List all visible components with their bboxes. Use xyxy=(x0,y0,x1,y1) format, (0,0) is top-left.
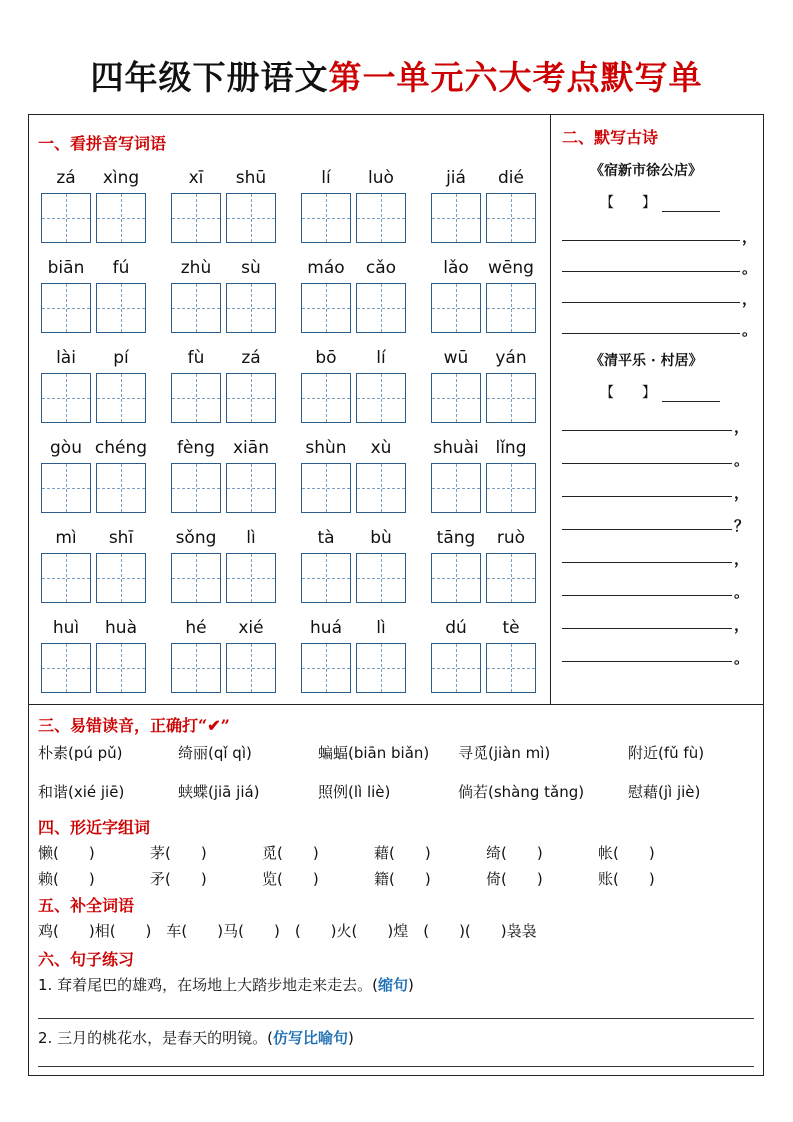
writing-box[interactable] xyxy=(171,373,221,423)
writing-box[interactable] xyxy=(301,463,351,513)
poem-punctuation: ？ xyxy=(734,517,750,535)
pinyin-label: lài xyxy=(56,348,76,368)
writing-box[interactable] xyxy=(486,553,536,603)
pinyin-label: tè xyxy=(502,618,520,638)
similar-char-item[interactable]: 览( ) xyxy=(262,870,319,888)
pinyin-label: lì xyxy=(376,618,386,638)
poem-punctuation: 。 xyxy=(734,451,750,469)
poem-answer-line[interactable] xyxy=(562,430,732,431)
sentence-2-close: ) xyxy=(347,1029,354,1047)
poem-punctuation: ， xyxy=(734,418,750,436)
writing-box[interactable] xyxy=(96,463,146,513)
similar-char-item[interactable]: 倚( ) xyxy=(486,870,543,888)
writing-box[interactable] xyxy=(41,553,91,603)
writing-box[interactable] xyxy=(356,643,406,693)
section-divider xyxy=(28,704,764,705)
reading-item[interactable]: 附近(fǔ fù) xyxy=(628,744,705,762)
pinyin-label: shuài xyxy=(433,438,479,458)
poem-answer-line[interactable] xyxy=(562,271,740,272)
poem-punctuation: 。 xyxy=(734,649,750,667)
poem-answer-line[interactable] xyxy=(562,595,732,596)
answer-line-2[interactable] xyxy=(38,1066,754,1067)
pinyin-label: fèng xyxy=(176,438,215,458)
section-4-heading: 四、形近字组词 xyxy=(38,818,151,837)
pinyin-label: zhù xyxy=(180,258,212,278)
writing-box[interactable] xyxy=(356,283,406,333)
pinyin-label: tà xyxy=(317,528,335,548)
writing-box[interactable] xyxy=(41,463,91,513)
poem-title: 《清平乐 · 村居》 xyxy=(590,353,703,369)
poem-punctuation: ， xyxy=(734,550,750,568)
pinyin-label: shùn xyxy=(305,438,347,458)
pinyin-label: zá xyxy=(56,168,76,188)
poem-punctuation: ， xyxy=(742,228,758,246)
check-mark-icon: ✔ xyxy=(207,716,221,735)
writing-box[interactable] xyxy=(356,373,406,423)
similar-char-item[interactable]: 懒( ) xyxy=(38,844,95,862)
writing-box[interactable] xyxy=(486,643,536,693)
reading-item[interactable]: 绮丽(qǐ qì) xyxy=(178,744,252,762)
pinyin-label: xié xyxy=(238,618,264,638)
pinyin-label: mì xyxy=(55,528,77,548)
writing-box[interactable] xyxy=(41,283,91,333)
section-3-heading xyxy=(38,713,230,736)
sentence-1-hint: 缩句 xyxy=(377,976,408,994)
reading-item[interactable]: 蝙蝠(biān biǎn) xyxy=(318,744,430,762)
poem-answer-line[interactable] xyxy=(562,302,740,303)
writing-box[interactable] xyxy=(171,283,221,333)
pinyin-label: xī xyxy=(188,168,204,188)
pinyin-label: zá xyxy=(241,348,261,368)
poem-answer-line[interactable] xyxy=(562,496,732,497)
similar-char-item[interactable]: 藉( ) xyxy=(374,844,431,862)
writing-box[interactable] xyxy=(226,373,276,423)
reading-item[interactable]: 和谐(xié jiē) xyxy=(38,783,125,801)
writing-box[interactable] xyxy=(226,643,276,693)
reading-item[interactable]: 倘若(shàng tǎng) xyxy=(458,783,585,801)
section-2-heading: 二、默写古诗 xyxy=(562,128,659,147)
pinyin-label: jiá xyxy=(446,168,466,188)
writing-box[interactable] xyxy=(226,463,276,513)
poem-answer-line[interactable] xyxy=(562,240,740,241)
answer-line-1[interactable] xyxy=(38,1018,754,1019)
writing-box[interactable] xyxy=(96,193,146,243)
pinyin-label: dú xyxy=(445,618,467,638)
pinyin-label: lì xyxy=(246,528,256,548)
writing-box[interactable] xyxy=(171,463,221,513)
pinyin-label: pí xyxy=(113,348,129,368)
similar-char-item[interactable]: 觅( ) xyxy=(262,844,319,862)
writing-box[interactable] xyxy=(356,193,406,243)
poem-punctuation: ， xyxy=(742,290,758,308)
poem-answer-line[interactable] xyxy=(562,628,732,629)
writing-box[interactable] xyxy=(431,283,481,333)
writing-box[interactable] xyxy=(226,553,276,603)
pinyin-label: lǎo xyxy=(443,258,469,278)
writing-box[interactable] xyxy=(431,643,481,693)
pinyin-label: biān xyxy=(47,258,85,278)
writing-box[interactable] xyxy=(96,643,146,693)
section-5-heading: 五、补全词语 xyxy=(38,896,135,915)
sentence-1-close: ) xyxy=(407,976,414,994)
writing-box[interactable] xyxy=(171,553,221,603)
writing-box[interactable] xyxy=(96,553,146,603)
writing-box[interactable] xyxy=(96,373,146,423)
writing-box[interactable] xyxy=(171,193,221,243)
poem-author-field[interactable] xyxy=(600,382,720,402)
author-underline xyxy=(662,387,720,402)
poem-punctuation: 。 xyxy=(742,259,758,277)
column-divider xyxy=(550,114,551,704)
pinyin-label: chéng xyxy=(94,438,148,458)
similar-char-item[interactable]: 绮( ) xyxy=(486,844,543,862)
writing-box[interactable] xyxy=(431,373,481,423)
writing-box[interactable] xyxy=(431,463,481,513)
poem-punctuation: 。 xyxy=(734,583,750,601)
poem-title: 《宿新市徐公店》 xyxy=(590,163,702,179)
pinyin-label: sǒng xyxy=(175,528,217,548)
pinyin-label: lí xyxy=(376,348,386,368)
writing-box[interactable] xyxy=(356,553,406,603)
writing-box[interactable] xyxy=(41,193,91,243)
writing-box[interactable] xyxy=(301,373,351,423)
section-3-suffix: ” xyxy=(220,716,230,735)
author-bracket: 【 】 xyxy=(600,195,656,211)
poem-answer-line[interactable] xyxy=(562,463,732,464)
pinyin-label: hé xyxy=(185,618,207,638)
writing-box[interactable] xyxy=(226,193,276,243)
pinyin-label: tāng xyxy=(436,528,476,548)
pinyin-label: lí xyxy=(321,168,331,188)
pinyin-label: xiān xyxy=(233,438,269,458)
pinyin-label: bù xyxy=(370,528,392,548)
fill-words: 鸡( )相( ) 车( )马( ) ( )火( )煌 ( )( )袅袅 xyxy=(38,922,537,940)
similar-char-item[interactable]: 帐( ) xyxy=(598,844,655,862)
writing-box[interactable] xyxy=(486,283,536,333)
writing-box[interactable] xyxy=(431,553,481,603)
pinyin-label: sù xyxy=(241,258,261,278)
title-red: 第一单元六大考点默写单 xyxy=(328,58,703,97)
poem-answer-line[interactable] xyxy=(562,562,732,563)
page-title xyxy=(0,52,793,99)
pinyin-label: ruò xyxy=(496,528,526,548)
writing-box[interactable] xyxy=(301,643,351,693)
writing-box[interactable] xyxy=(171,643,221,693)
writing-box[interactable] xyxy=(356,463,406,513)
sentence-1-text: 1. 耷着尾巴的雄鸡，在场地上大踏步地走来走去。( xyxy=(38,976,378,994)
poem-answer-line[interactable] xyxy=(562,661,732,662)
title-black: 四年级下册语文 xyxy=(90,58,329,97)
writing-box[interactable] xyxy=(486,193,536,243)
sentence-2-hint: 仿写比喻句 xyxy=(272,1029,348,1047)
section-6-heading: 六、句子练习 xyxy=(38,950,135,969)
writing-box[interactable] xyxy=(301,553,351,603)
pinyin-label: gòu xyxy=(50,438,82,458)
poem-answer-line[interactable] xyxy=(562,333,740,334)
poem-punctuation: 。 xyxy=(742,321,758,339)
pinyin-label: cǎo xyxy=(365,258,397,278)
writing-box[interactable] xyxy=(301,193,351,243)
writing-box[interactable] xyxy=(226,283,276,333)
pinyin-label: lǐng xyxy=(495,438,527,458)
poem-answer-line[interactable] xyxy=(562,529,732,530)
writing-box[interactable] xyxy=(96,283,146,333)
pinyin-label: luò xyxy=(368,168,394,188)
writing-box[interactable] xyxy=(41,643,91,693)
sentence-2 xyxy=(38,1027,354,1048)
writing-box[interactable] xyxy=(431,193,481,243)
section-1-heading: 一、看拼音写词语 xyxy=(38,134,167,153)
reading-item[interactable]: 朴素(pú pǔ) xyxy=(38,744,123,762)
pinyin-label: wū xyxy=(443,348,469,368)
pinyin-label: shū xyxy=(235,168,267,188)
similar-char-item[interactable]: 籍( ) xyxy=(374,870,431,888)
reading-item[interactable]: 蛱蝶(jiā jiá) xyxy=(178,783,260,801)
reading-item[interactable]: 照例(lì liè) xyxy=(318,783,391,801)
similar-char-item[interactable]: 账( ) xyxy=(598,870,655,888)
poem-punctuation: ， xyxy=(734,616,750,634)
pinyin-label: fú xyxy=(112,258,130,278)
pinyin-label: fù xyxy=(187,348,205,368)
pinyin-label: huì xyxy=(52,618,80,638)
pinyin-label: xìng xyxy=(102,168,140,188)
pinyin-label: yán xyxy=(495,348,527,368)
section-3-prefix: 三、易错读音，正确打“ xyxy=(38,716,208,735)
reading-item[interactable]: 寻觅(jiàn mì) xyxy=(458,744,551,762)
similar-char-item[interactable]: 矛( ) xyxy=(150,870,207,888)
sentence-2-text: 2. 三月的桃花水，是春天的明镜。( xyxy=(38,1029,273,1047)
pinyin-label: máo xyxy=(307,258,345,278)
writing-box[interactable] xyxy=(41,373,91,423)
reading-item[interactable]: 慰藉(jì jiè) xyxy=(628,783,701,801)
pinyin-label: bō xyxy=(315,348,337,368)
poem-author-field[interactable] xyxy=(600,192,720,212)
pinyin-label: huá xyxy=(310,618,342,638)
pinyin-label: dié xyxy=(498,168,524,188)
writing-box[interactable] xyxy=(486,373,536,423)
similar-char-item[interactable]: 赖( ) xyxy=(38,870,95,888)
author-underline xyxy=(662,197,720,212)
pinyin-label: xù xyxy=(370,438,392,458)
author-bracket: 【 】 xyxy=(600,385,656,401)
poem-punctuation: ， xyxy=(734,484,750,502)
writing-box[interactable] xyxy=(301,283,351,333)
writing-box[interactable] xyxy=(486,463,536,513)
pinyin-label: shī xyxy=(108,528,134,548)
pinyin-label: huà xyxy=(105,618,137,638)
pinyin-label: wēng xyxy=(488,258,534,278)
similar-char-item[interactable]: 茅( ) xyxy=(150,844,207,862)
sentence-1 xyxy=(38,974,414,995)
